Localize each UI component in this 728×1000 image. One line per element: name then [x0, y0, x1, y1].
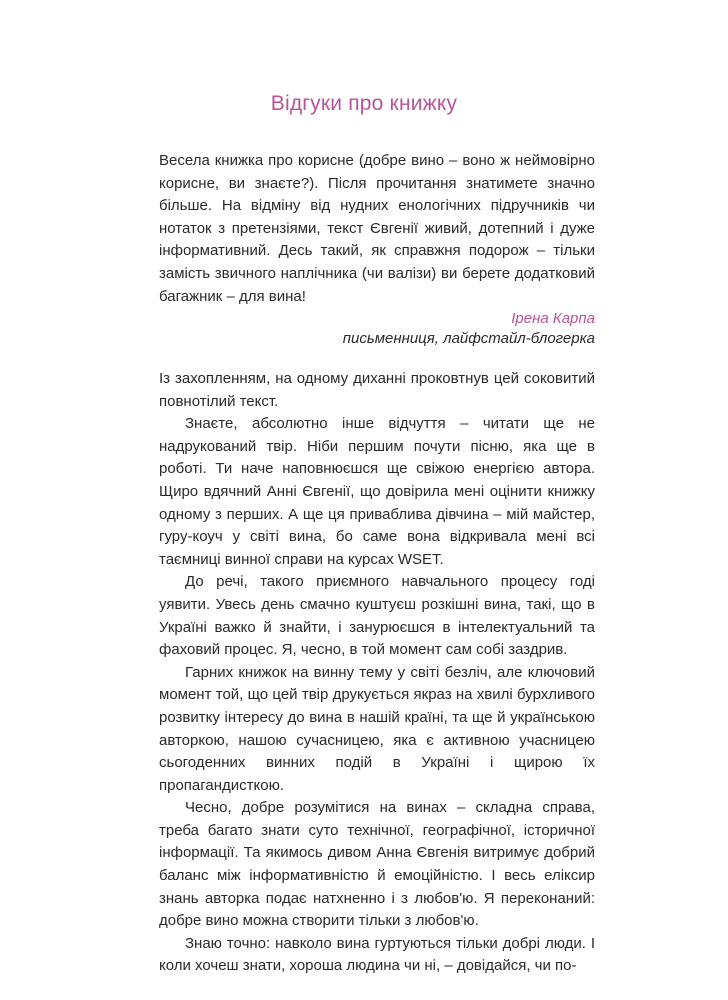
review-paragraph: Знаєте, абсолютно інше відчуття – читати ще не надрукований твір. Ніби першим почути пісню, яка ще в роботі. Ти наче наповнюєшся ще свіжою енергією автора. Щиро вдячний Анні Євгенії, що довірила мені оцінити книжку одному з перших. А ще ця приваблива дівчина – мій майстер, гуру-коуч у світі вина, бо саме вона відкривала мені всі таємниці винної справи на курсах WSET. [159, 415, 595, 568]
author-name: Ірена Карпа [511, 310, 595, 328]
review-paragraph: Гарних книжок на винну тему у світі безліч, але ключовий момент той, що цей твір друкується якраз на хвилі бурхливого розвитку інтересу до вина в нашій країні, та ще й українською авторкою, нашою сучасницею, яка є активною учасницею сьогоденних винних подій в Україні і щирою їх пропагандисткою. [159, 663, 595, 794]
review-paragraph: Із захопленням, на одному диханні проковтнув цей соковитий повнотілий текст. [159, 370, 595, 410]
review-block-1 [159, 150, 595, 349]
review-block-2 [159, 368, 595, 978]
review-paragraph: До речі, такого приємного навчального процесу годі уявити. Увесь день смачно куштуєш розкішні вина, такі, що в Україні важко й знайти, і занурюєшся в інтелектуальний та фаховий процес. Я, чесно, в той момент сам собі заздрив. [159, 573, 595, 659]
author-role: письменниця, лайфстайл-блогерка [342, 330, 595, 348]
review-paragraph: Чесно, добре розумітися на винах – складна справа, треба багато знати суто технічної, географічної, історичної інформації. Та якимось дивом Анна Євгенія витримує добрий баланс між інформативністю й емоційністю. І весь еліксир знань авторка подає натхненно і з любов'ю. Я переконаний: добре вино можна створити тільки з любов'ю. [159, 799, 595, 930]
review-paragraph: Знаю точно: навколо вина гуртуються тільки добрі люди. І коли хочеш знати, хороша людина чи ні, – довідайся, чи по- [159, 934, 595, 975]
review-paragraph: Весела книжка про корисне (добре вино – воно ж неймовірно корисне, ви знаєте?). Після прочитання знатимете значно більше. На відміну від нудних енологічних підручників чи нотаток з претензіями, текст Євгенії живий, дотепний і дуже інформативний. Десь такий, як справжня подорож – тільки замість звичного наплічника (чи валізи) ви берете додатковий багажник – для вина! [159, 152, 595, 305]
review-attribution [159, 309, 595, 349]
page-title: Відгуки про книжку [270, 92, 458, 115]
